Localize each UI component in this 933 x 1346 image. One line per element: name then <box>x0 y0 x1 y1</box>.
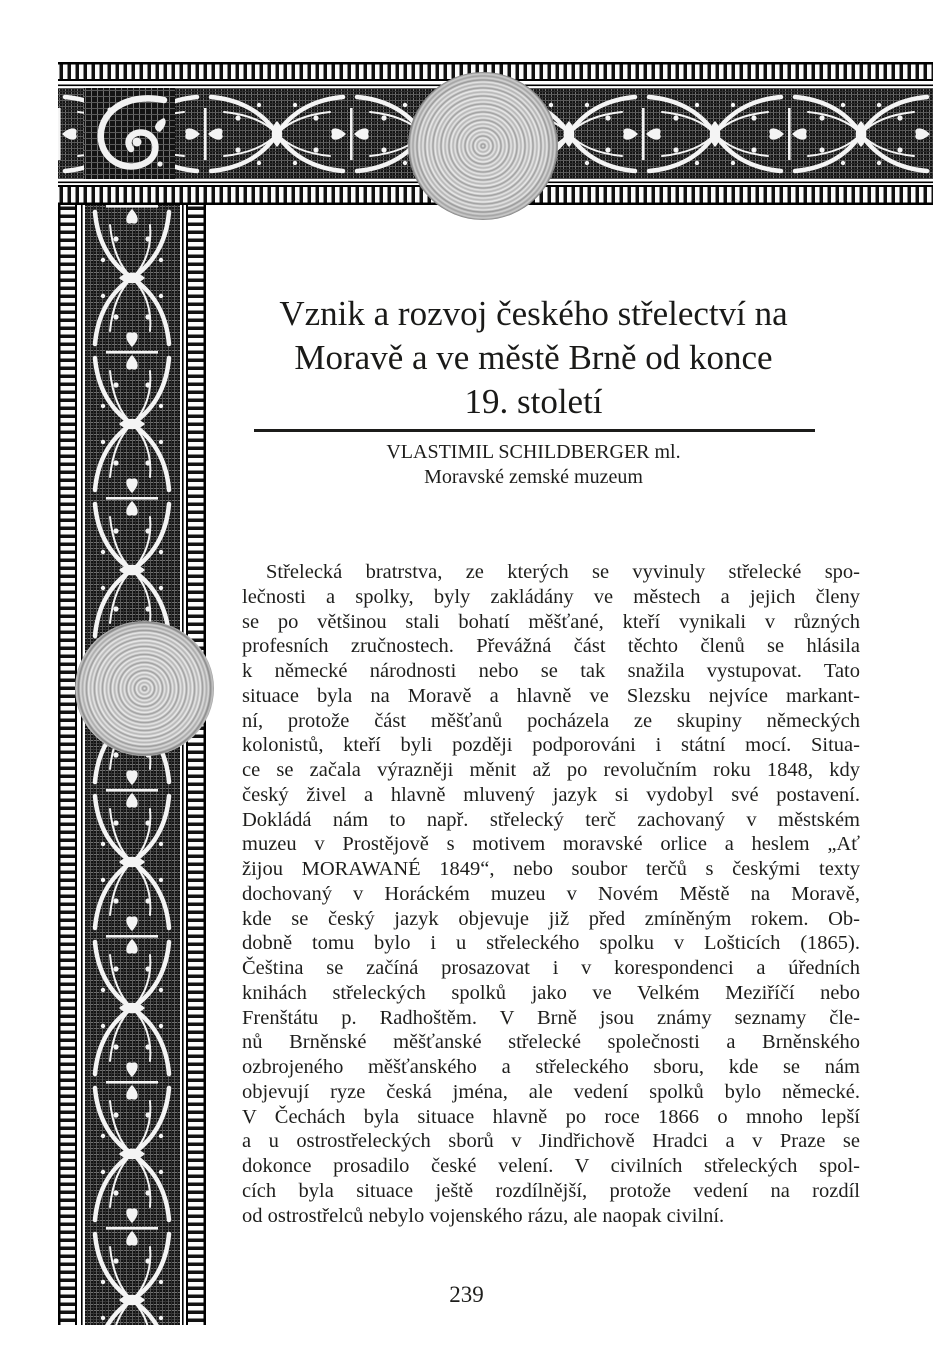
body-line: od ostrostřelců nebylo vojenského rázu, ale naopak civilní. <box>242 1204 725 1227</box>
moire-scan-artifact-top <box>408 72 558 220</box>
body-line: Dokládá nám to např. střelecký terč zachovaný v městském <box>242 808 860 831</box>
body-line: ce se začala výrazněji měnit až po revolučním roku 1848, kdy <box>242 759 860 781</box>
body-line: český živel a hlavně mluvený jazyk si vydobyl své postavení. <box>242 783 860 806</box>
ornamental-border-left <box>58 205 207 1325</box>
page-title-line-2: Moravě a ve městě Brně od konce <box>294 338 773 377</box>
body-line: ní, protože část měšťanů pocházela ze skupiny německých <box>242 709 860 732</box>
body-paragraph <box>242 560 860 1228</box>
body-line: nů Brněnské měšťanské střelecké společnosti a Brněnského <box>242 1031 860 1054</box>
border-corner-scroll-ornament <box>84 88 175 179</box>
body-line: knihách střeleckých spolků jako ve Velkém Meziříčí nebo <box>242 981 860 1004</box>
body-line: a u ostrostřeleckých sborů v Jindřichově Hradci a v Praze se <box>242 1130 860 1153</box>
moire-scan-artifact-left <box>75 621 214 756</box>
page-title <box>251 292 816 424</box>
author-affiliation: Moravské zemské muzeum <box>424 466 643 488</box>
body-line: kolonistů, kteří byli později podporováni i státní mocí. Situa- <box>242 734 860 757</box>
body-line: Střelecká bratrstva, ze kterých se vyvinuly střelecké spo- <box>266 561 860 583</box>
body-line: Frenštátu p. Radhoštěm. V Brně jsou známy seznamy čle- <box>242 1006 860 1029</box>
body-line: se po většinou stali bohatí měšťané, kteří vynikali v různých <box>242 610 860 633</box>
body-line: k německé národnosti nebo se tak snažila vystupovat. Tato <box>242 660 860 682</box>
body-line: dobně tomu bylo i u střeleckého spolku v Lošticích (1865). <box>242 932 860 955</box>
body-line: ozbrojeného měšťanského a střeleckého sboru, kde se nám <box>242 1056 860 1078</box>
body-line: situace byla na Moravě a hlavně ve Slezsku nejvíce markant- <box>242 684 860 707</box>
body-line: dochovaný v Horáckém muzeu v Novém Městě na Moravě, <box>242 882 860 905</box>
body-line: lečnosti a spolky, byly zakládány ve městech a jejich členy <box>242 585 860 608</box>
body-line: profesních zručnostech. Převážná část těchto členů se hlásila <box>242 635 860 658</box>
body-line: muzeu v Prostějově s motivem moravské orlice a heslem „Ať <box>242 833 860 856</box>
body-line: Čeština se začíná prosazovat i v korespondenci a úředních <box>242 957 860 979</box>
body-line: V Čechách byla situace hlavně po roce 1866 o mnoho lepší <box>242 1105 860 1128</box>
title-divider-rule <box>254 429 815 432</box>
page-title-line-3: 19. století <box>464 382 603 421</box>
body-line: dokonce prosadilo české velení. V civilních střeleckých spol- <box>242 1155 860 1177</box>
page-number: 239 <box>449 1282 484 1307</box>
body-line: žijou MORAWANÉ 1849“, nebo soubor terčů s českými texty <box>242 858 860 880</box>
body-line: cích byla situace ještě rozdílnější, protože vedení na rozdíl <box>242 1179 860 1202</box>
body-line: objevují ryze česká jména, ale vedení spolků bylo německé. <box>242 1080 860 1103</box>
body-line: kde se český jazyk objevuje již před zmíněným rokem. Ob- <box>242 907 860 930</box>
page-title-line-1: Vznik a rozvoj českého střelectví na <box>279 294 788 333</box>
author-name: VLASTIMIL SCHILDBERGER ml. <box>386 441 681 463</box>
